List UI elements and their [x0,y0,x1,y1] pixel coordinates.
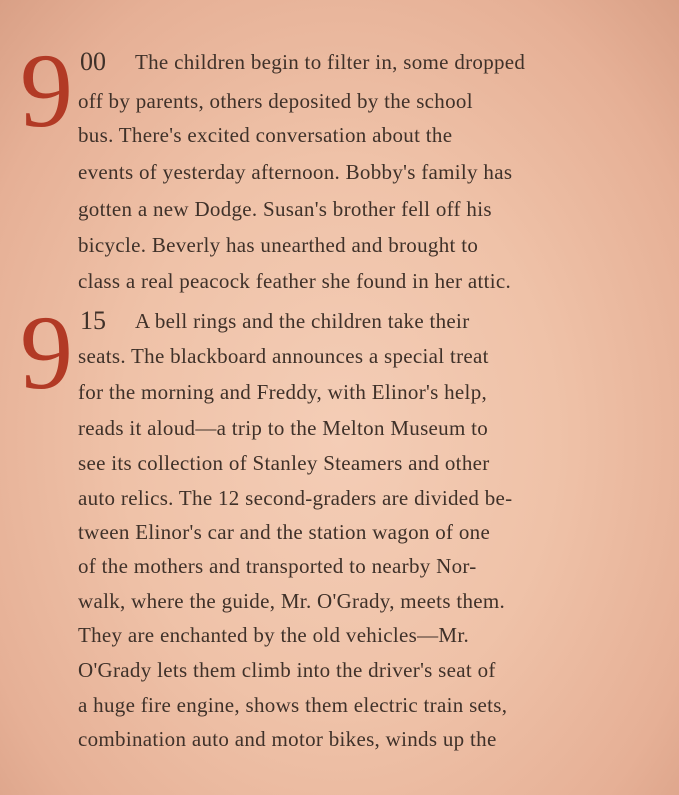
text-line: class a real peacock feather she found in her attic. [78,269,512,293]
minutes-numeral: 15 [80,306,106,335]
text-line: seats. The blackboard announces a special treat [78,344,489,368]
text-line: A bell rings and the children take their [135,309,470,333]
text-line: of the mothers and transported to nearby Nor- [78,554,477,578]
text-line: see its collection of Stanley Steamers and other [78,451,490,475]
text-line: reads it aloud—a trip to the Melton Museum to [78,416,489,440]
text-line: bus. There's excited conversation about the [78,123,453,147]
text-line: events of yesterday afternoon. Bobby's family has [78,160,513,184]
text-line: The children begin to filter in, some dropped [135,50,526,74]
text-line: bicycle. Beverly has unearthed and brought to [78,233,479,257]
text-line: gotten a new Dodge. Susan's brother fell off his [78,197,492,221]
text-line: tween Elinor's car and the station wagon of one [78,520,491,544]
minutes-numeral: 00 [80,47,106,76]
text-line: walk, where the guide, Mr. O'Grady, meets them. [78,589,506,613]
hour-numeral: 9 [20,32,71,149]
text-line: They are enchanted by the old vehicles—Mr. [78,623,470,647]
text-line: O'Grady lets them climb into the driver's seat of [78,658,496,682]
text-line: for the morning and Freddy, with Elinor's help, [78,380,488,404]
hour-numeral: 9 [20,294,71,411]
text-line: combination auto and motor bikes, winds up the [78,727,497,751]
text-line: a huge fire engine, shows them electric train sets, [78,693,508,717]
text-line: off by parents, others deposited by the school [78,89,473,113]
text-line: auto relics. The 12 second-graders are divided be- [78,486,513,510]
